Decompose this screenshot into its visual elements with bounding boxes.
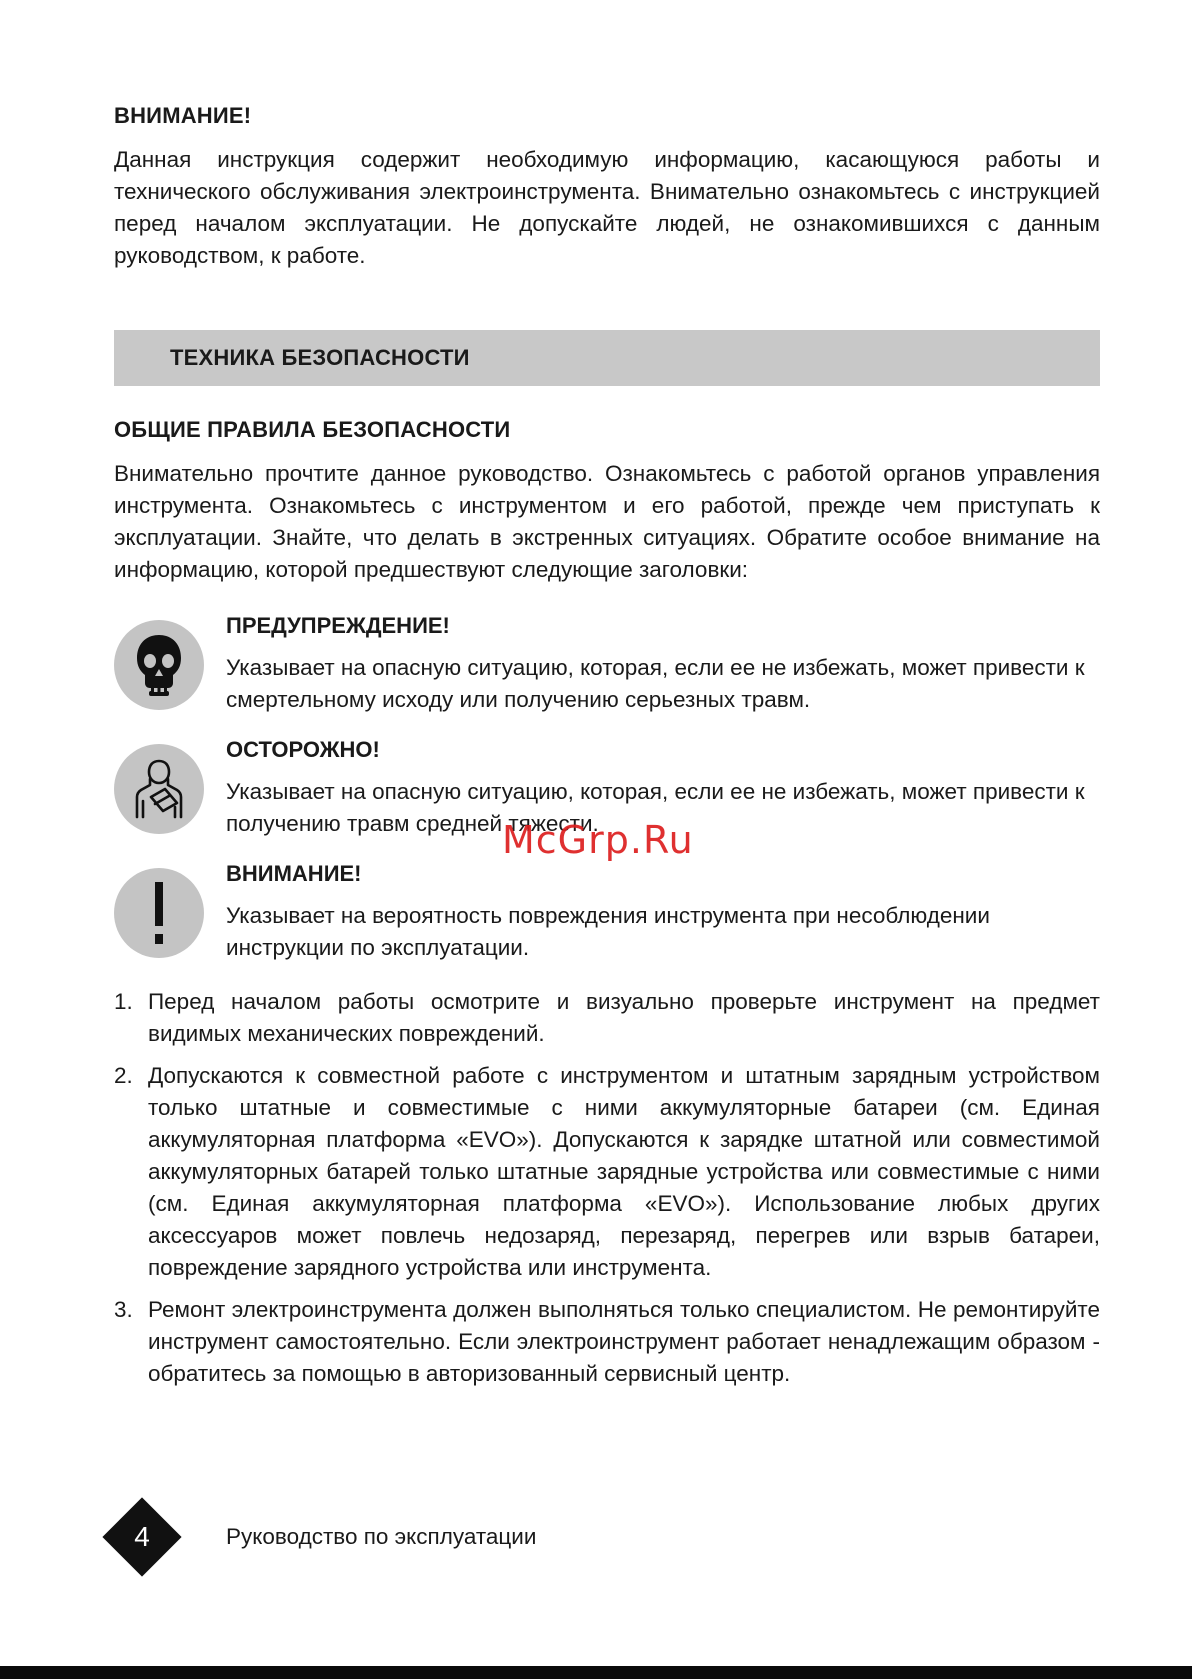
- notice-caution-title: ОСТОРОЖНО!: [226, 737, 380, 762]
- page-footer: [102, 1497, 802, 1577]
- notice-warning-text: Указывает на опасную ситуацию, которая, если ее не избежать, может привести к смертельному исходу или получению серьезных травм.: [226, 655, 1085, 712]
- section-title: ТЕХНИКА БЕЗОПАСНОСТИ: [170, 345, 470, 370]
- notice-attention-text: Указывает на вероятность повреждения инструмента при несоблюдении инструкции по эксплуатации.: [226, 903, 990, 960]
- injured-person-icon: [114, 744, 204, 834]
- intro-text: Данная инструкция содержит необходимую информацию, касающуюся работы и технического обслуживания электроинструмента. Внимательно ознакомьтесь с инструкцией перед началом эксплуатации. Не допускайте людей, не ознакомившихся с данным руководством, к работе.: [114, 147, 1100, 268]
- list-item-text: Перед началом работы осмотрите и визуально проверьте инструмент на предмет видимых механических повреждений.: [148, 989, 1100, 1046]
- list-item: [114, 1294, 1100, 1390]
- watermark: McGrp.Ru: [502, 818, 694, 862]
- page-content: [114, 100, 1100, 1400]
- page-number: 4: [134, 1521, 150, 1552]
- list-item-text: Допускаются к совместной работе с инструментом и штатным зарядным устройством только штатные и совместимые с ними аккумуляторные батареи (см. Единая аккумуляторная платформа «EVO»). Допускаются к зарядке штатной или совместимой аккумуляторных батарей только штатные зарядные устройства или совместимые с ними (см. Единая аккумуляторная платформа «EVO»). Использование любых других аксессуаров может повлечь недозаряд, перезаряд, перегрев или взрыв батареи, повреждение зарядного устройства или инструмента.: [148, 1063, 1100, 1280]
- general-rules-text: Внимательно прочтите данное руководство. Ознакомьтесь с работой органов управления инструмента. Ознакомьтесь с инструментом и его работой, прежде чем приступать к эксплуатации. Знайте, что делать в экстренных ситуациях. Обратите особое внимание на информацию, которой предшествуют следующие заголовки:: [114, 461, 1100, 582]
- section-band: [114, 330, 1100, 386]
- intro-heading: ВНИМАНИЕ!: [114, 103, 252, 128]
- safety-rules-list: [114, 986, 1100, 1390]
- general-rules-heading: ОБЩИЕ ПРАВИЛА БЕЗОПАСНОСТИ: [114, 417, 511, 442]
- bottom-bar: [0, 1666, 1192, 1679]
- notice-warning: [114, 610, 1100, 716]
- list-item: [114, 986, 1100, 1050]
- notice-warning-title: ПРЕДУПРЕЖДЕНИЕ!: [226, 613, 450, 638]
- footer-title: Руководство по эксплуатации: [226, 1524, 537, 1549]
- notice-attention: [114, 858, 1100, 964]
- list-item-text: Ремонт электроинструмента должен выполняться только специалистом. Не ремонтируйте инструмент самостоятельно. Если электроинструмент работает ненадлежащим образом - обратитесь за помощью в авторизованный сервисный центр.: [148, 1297, 1100, 1386]
- skull-icon: [114, 620, 204, 710]
- list-item: [114, 1060, 1100, 1284]
- page-number-badge: [102, 1497, 182, 1577]
- exclamation-icon: [114, 868, 204, 958]
- list-item-number: 3.: [114, 1297, 133, 1322]
- list-item-number: 2.: [114, 1063, 133, 1088]
- notice-caution-text: Указывает на опасную ситуацию, которая, если ее не избежать, может привести к получению травм средней тяжести.: [226, 779, 1085, 836]
- list-item-number: 1.: [114, 989, 133, 1014]
- notice-attention-title: ВНИМАНИЕ!: [226, 861, 362, 886]
